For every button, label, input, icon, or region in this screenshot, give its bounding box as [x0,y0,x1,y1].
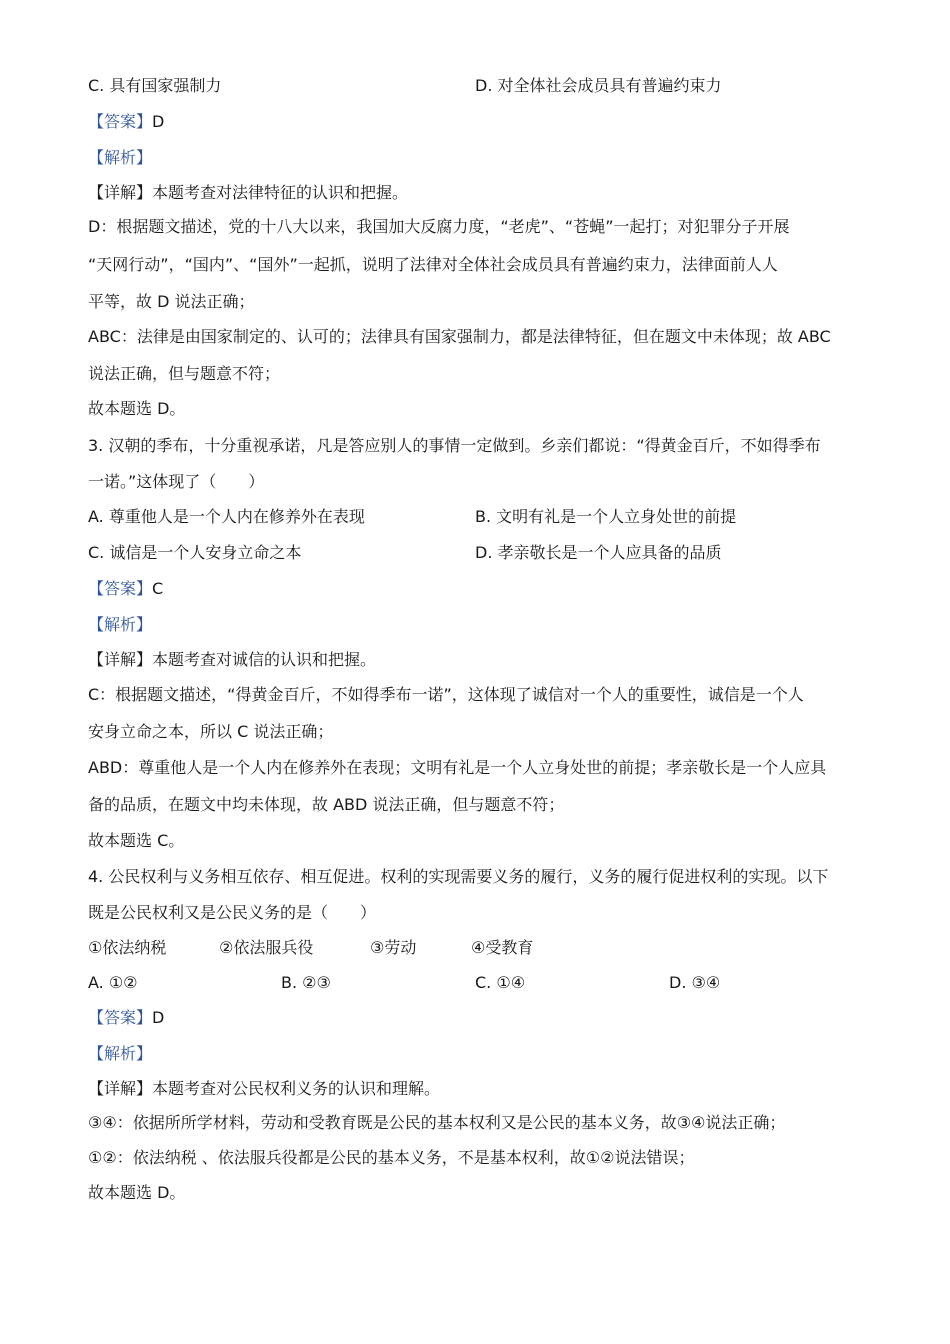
q3-stem-line2: 一诺。”这体现了（ ） [88,472,265,491]
detail-tag: 【详解】 [88,1079,153,1098]
q2-abc-line2: 说法正确，但与题意不符； [88,364,281,383]
q4-stem-line2: 既是公民权利又是公民义务的是（ ） [88,903,377,922]
q3-abd-line1: ABD：尊重他人是一个人内在修养外在表现；文明有礼是一个人立身处世的前提；孝亲敬长是一个人应具 [88,758,827,777]
q2-analysis-tag: 【解析】 [88,148,153,167]
q4-item-2: ②依法服兵役 [219,938,314,957]
q4-item-3: ③劳动 [370,938,417,957]
q3-conclusion: 故本题选 C。 [88,831,185,850]
answer-tag: 【答案】 [88,1008,153,1027]
detail-text: 本题考查对诚信的认识和把握。 [152,650,377,669]
q4-answer [88,1007,164,1029]
q3-option-d: D. 孝亲敬长是一个人应具备的品质 [475,543,722,562]
q4-line12: ①②：依法纳税 、依法服兵役都是公民的基本义务，不是基本权利，故①②说法错误； [88,1148,695,1167]
q2-abc-line1: ABC：法律是由国家制定的、认可的；法律具有国家强制力，都是法律特征，但在题文中未体现；故 ABC [88,327,831,346]
q2-answer [88,111,164,133]
answer-value: D [152,1008,165,1027]
q3-c-line1: C：根据题文描述，“得黄金百斤，不如得季布一诺”，这体现了诚信对一个人的重要性，诚信是一个人 [88,685,804,704]
q3-detail [88,649,376,671]
q4-detail [88,1078,440,1100]
q4-item-4: ④受教育 [471,938,534,957]
q4-line34: ③④：依据所所学材料，劳动和受教育既是公民的基本权利又是公民的基本义务，故③④说法正确； [88,1113,786,1132]
q4-analysis-tag: 【解析】 [88,1044,153,1063]
q2-d-line2: “天网行动”，“国内”、“国外”一起抓，说明了法律对全体社会成员具有普遍约束力，法律面前人人 [88,255,778,274]
q2-option-c: C. 具有国家强制力 [88,76,222,95]
q4-conclusion: 故本题选 D。 [88,1183,186,1202]
detail-text: 本题考查对法律特征的认识和把握。 [152,183,409,202]
q2-d-line3: 平等，故 D 说法正确； [88,292,255,311]
q3-option-a: A. 尊重他人是一个人内在修养外在表现 [88,507,365,526]
q3-c-line2: 安身立命之本，所以 C 说法正确； [88,722,334,741]
q2-detail [88,182,408,204]
q4-option-b: B. ②③ [281,973,331,992]
q4-option-c: C. ①④ [475,973,526,992]
q2-d-line1: D：根据题文描述，党的十八大以来，我国加大反腐力度，“老虎”、“苍蝇”一起打；对犯罪分子开展 [88,217,790,236]
answer-value: C [152,579,164,598]
q3-option-c: C. 诚信是一个人安身立命之本 [88,543,302,562]
q4-stem-line1: 4. 公民权利与义务相互依存、相互促进。权利的实现需要义务的履行，义务的履行促进权利的实现。以下 [88,867,829,886]
answer-value: D [152,112,165,131]
answer-tag: 【答案】 [88,579,153,598]
q4-option-a: A. ①② [88,973,138,992]
q2-conclusion: 故本题选 D。 [88,399,186,418]
answer-tag: 【答案】 [88,112,153,131]
q3-stem-line1: 3. 汉朝的季布，十分重视承诺，凡是答应别人的事情一定做到。乡亲们都说：“得黄金百斤，不如得季布 [88,436,821,455]
q3-answer [88,578,163,600]
q4-option-d: D. ③④ [669,973,721,992]
detail-tag: 【详解】 [88,183,153,202]
q4-item-1: ①依法纳税 [88,938,167,957]
q2-option-d: D. 对全体社会成员具有普遍约束力 [475,76,722,95]
q3-analysis-tag: 【解析】 [88,615,153,634]
detail-text: 本题考查对公民权利义务的认识和理解。 [152,1079,441,1098]
q3-abd-line2: 备的品质，在题文中均未体现，故 ABD 说法正确，但与题意不符； [88,795,565,814]
q3-option-b: B. 文明有礼是一个人立身处世的前提 [475,507,737,526]
detail-tag: 【详解】 [88,650,153,669]
